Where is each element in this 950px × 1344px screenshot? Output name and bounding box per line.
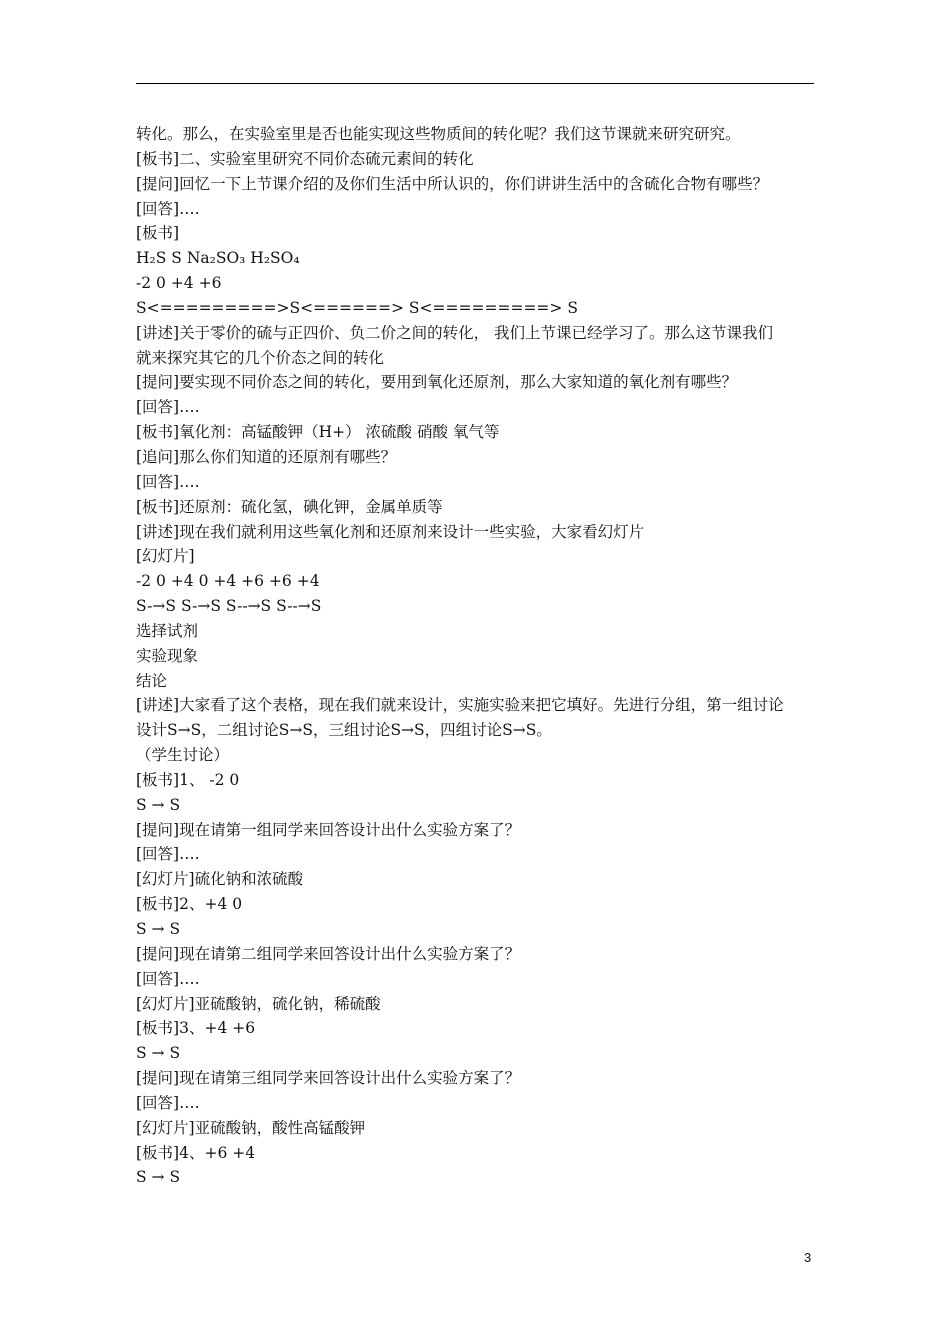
text-line: [讲述]现在我们就利用这些氧化剂和还原剂来设计一些实验，大家看幻灯片: [136, 522, 645, 541]
text-line: [板书]1、 -2 0: [136, 770, 240, 789]
text-line: [回答]….: [136, 969, 200, 988]
text-line: 就来探究其它的几个价态之间的转化: [136, 348, 385, 367]
text-line: 转化。那么，在实验室里是否也能实现这些物质间的转化呢？我们这节课就来研究研究。: [136, 125, 741, 143]
text-line: [追问]那么你们知道的还原剂有哪些？: [136, 447, 397, 466]
valence-line: -2 0 +4 0 +4 +6 +6 +4: [136, 572, 320, 591]
text-line: [板书]氧化剂：高锰酸钾（H+） 浓硫酸 硝酸 氧气等: [136, 423, 500, 442]
document-body: [136, 122, 826, 1190]
text-line: [板书]还原剂：硫化氢，碘化钾，金属单质等: [136, 497, 443, 516]
header-rule: [136, 83, 814, 84]
conversion-line: S-→S S-→S S--→S S--→S: [136, 597, 322, 616]
formula-line: H₂S S Na₂SO₃ H₂SO₄: [136, 249, 300, 268]
page-number: 3: [804, 1250, 812, 1265]
text-line: [讲述]关于零价的硫与正四价、负二价之间的转化， 我们上节课已经学习了。那么这节课我们: [136, 323, 774, 342]
table-label: 实验现象: [136, 646, 199, 665]
table-label: 结论: [136, 671, 168, 690]
conversion-line: S → S: [136, 795, 181, 814]
text-line: [幻灯片]: [136, 547, 195, 566]
text-line: [板书]2、+4 0: [136, 895, 243, 914]
table-label: 选择试剂: [136, 621, 199, 640]
text-line: [板书]3、+4 +6: [136, 1019, 256, 1038]
text-line: [板书]4、+6 +4: [136, 1143, 256, 1162]
text-line: [幻灯片]亚硫酸钠，硫化钠，稀硫酸: [136, 994, 381, 1013]
text-line: [回答]….: [136, 472, 200, 491]
text-line: [回答]….: [136, 398, 200, 417]
text-line: [提问]要实现不同价态之间的转化，要用到氧化还原剂，那么大家知道的氧化剂有哪些？: [136, 373, 738, 392]
valence-line: -2 0 +4 +6: [136, 274, 222, 293]
text-line: [板书]二、实验室里研究不同价态硫元素间的转化: [136, 149, 474, 168]
text-line: [回答]….: [136, 199, 200, 218]
text-line: （学生讨论）: [136, 746, 230, 765]
conversion-line: S → S: [136, 1168, 181, 1187]
text-line: [提问]现在请第三组同学来回答设计出什么实验方案了？: [136, 1069, 521, 1088]
text-line: [幻灯片]硫化钠和浓硫酸: [136, 870, 304, 889]
text-line: [板书]: [136, 224, 180, 243]
conversion-line: S → S: [136, 920, 181, 938]
text-line: [提问]回忆一下上节课介绍的及你们生活中所认识的，你们讲讲生活中的含硫化合物有哪些？: [136, 174, 769, 193]
text-line: [提问]现在请第一组同学来回答设计出什么实验方案了？: [136, 820, 521, 839]
conversion-line: S<=========>S<======> S<=========> S: [136, 298, 578, 317]
text-line: [回答]….: [136, 845, 200, 864]
conversion-line: S → S: [136, 1044, 181, 1063]
text-line: [讲述]大家看了这个表格，现在我们就来设计，实施实验来把它填好。先进行分组，第一组讨论: [136, 696, 784, 715]
text-line: [幻灯片]亚硫酸钠，酸性高锰酸钾: [136, 1118, 366, 1137]
text-line: 设计S→S，二组讨论S→S，三组讨论S→S，四组讨论S→S。: [136, 721, 552, 740]
text-line: [回答]….: [136, 1093, 200, 1112]
text-line: [提问]现在请第二组同学来回答设计出什么实验方案了？: [136, 944, 521, 963]
